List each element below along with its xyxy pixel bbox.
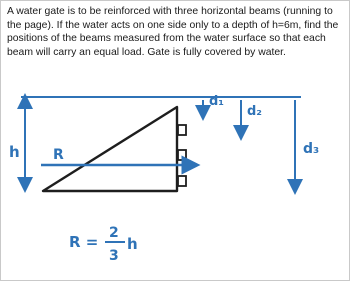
beam-3 xyxy=(178,176,186,186)
label-d2: d₂ xyxy=(247,104,262,119)
beam-1 xyxy=(178,125,186,135)
label-h: h xyxy=(9,143,20,161)
label-d1: d₁ xyxy=(209,94,224,109)
formula-left: R = xyxy=(69,233,99,251)
formula-numerator: 2 xyxy=(109,225,119,241)
beam-2 xyxy=(178,150,186,160)
label-d3: d₃ xyxy=(303,141,320,157)
formula-denominator: 3 xyxy=(109,248,119,264)
resultant-formula xyxy=(69,225,138,264)
gate-sketch xyxy=(1,1,349,280)
problem-statement: A water gate is to be reinforced with three horizontal beams (running to the page). If the water acts on one side only to a depth of h=6m, find the positions of the beams measured from the water surface so that each beam will carry an equal load. Gate is fully covered by water. xyxy=(7,6,339,58)
label-r: R xyxy=(53,147,64,163)
formula-variable: h xyxy=(127,235,138,253)
